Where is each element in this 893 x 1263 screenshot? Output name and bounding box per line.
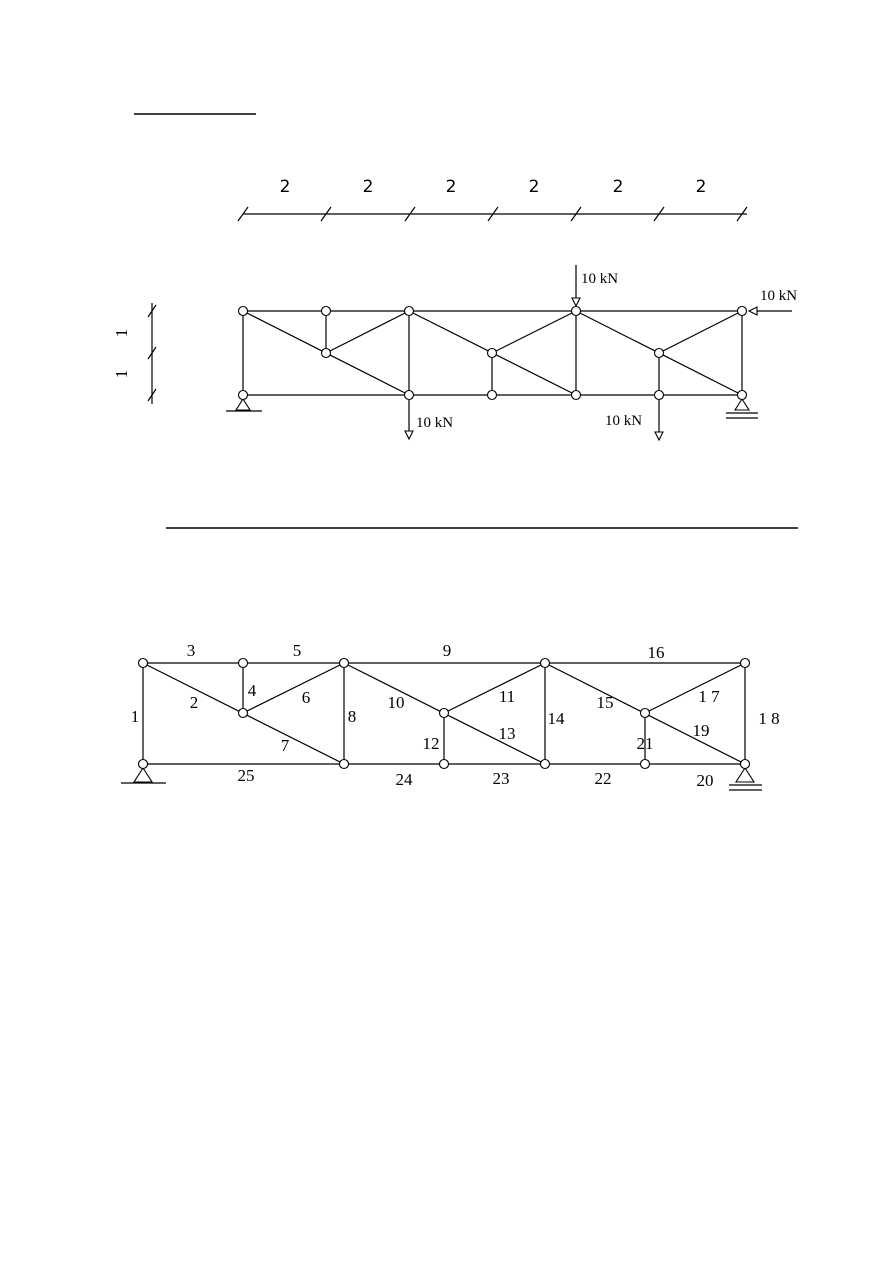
- member-label-17: 1 7: [698, 687, 720, 706]
- member-label-14: 14: [547, 709, 565, 728]
- member-label-20: 20: [696, 771, 714, 790]
- member-label-12: 12: [422, 734, 440, 753]
- member-label-4: 4: [247, 681, 257, 700]
- top-left-pin-support: [226, 399, 262, 411]
- member-label-5: 5: [292, 641, 302, 660]
- height-dimension-line: [148, 303, 156, 404]
- member-label-9: 9: [442, 641, 452, 660]
- member-label-25: 25: [237, 766, 255, 785]
- span-label-5: 2: [612, 177, 624, 197]
- load-arrow-bottom-right: [655, 400, 663, 440]
- load-label-top-right-horizontal: 10 kN: [760, 288, 798, 304]
- member-label-16: 16: [647, 643, 665, 662]
- load-label-bottom-left: 10 kN: [416, 415, 454, 431]
- numbered-truss-diagram: [121, 641, 780, 790]
- load-arrow-top-right-horizontal: [749, 307, 792, 315]
- member-label-18: 1 8: [758, 709, 780, 728]
- bottom-right-pin-support: [729, 768, 762, 790]
- span-label-1: 2: [279, 177, 291, 197]
- member-label-13: 13: [498, 724, 516, 743]
- member-label-6: 6: [301, 688, 311, 707]
- member-label-2: 2: [189, 693, 199, 712]
- member-label-11: 11: [498, 687, 516, 706]
- loaded-truss-diagram: [112, 177, 797, 440]
- load-label-bottom-right: 10 kN: [605, 413, 643, 429]
- member-label-21: 21: [636, 734, 654, 753]
- member-label-10: 10: [387, 693, 405, 712]
- member-label-8: 8: [347, 707, 357, 726]
- height-label-1: 1: [112, 328, 131, 338]
- member-label-24: 24: [395, 770, 413, 789]
- span-label-6: 2: [695, 177, 707, 197]
- load-label-top-vertical: 10 kN: [581, 271, 619, 287]
- bottom-left-pin-support: [121, 768, 166, 783]
- member-label-22: 22: [594, 769, 612, 788]
- member-label-23: 23: [492, 769, 510, 788]
- span-label-4: 2: [528, 177, 540, 197]
- span-dimension-line: [238, 207, 747, 221]
- member-label-19: 19: [692, 721, 710, 740]
- span-label-2: 2: [362, 177, 374, 197]
- top-right-pin-support: [726, 399, 758, 418]
- load-arrow-top-vertical: [572, 265, 580, 306]
- member-label-7: 7: [280, 736, 290, 755]
- height-label-2: 1: [112, 369, 131, 379]
- load-arrow-bottom-left: [405, 400, 413, 439]
- member-label-15: 15: [596, 693, 614, 712]
- member-label-3: 3: [186, 641, 196, 660]
- span-label-3: 2: [445, 177, 457, 197]
- member-label-1: 1: [130, 707, 140, 726]
